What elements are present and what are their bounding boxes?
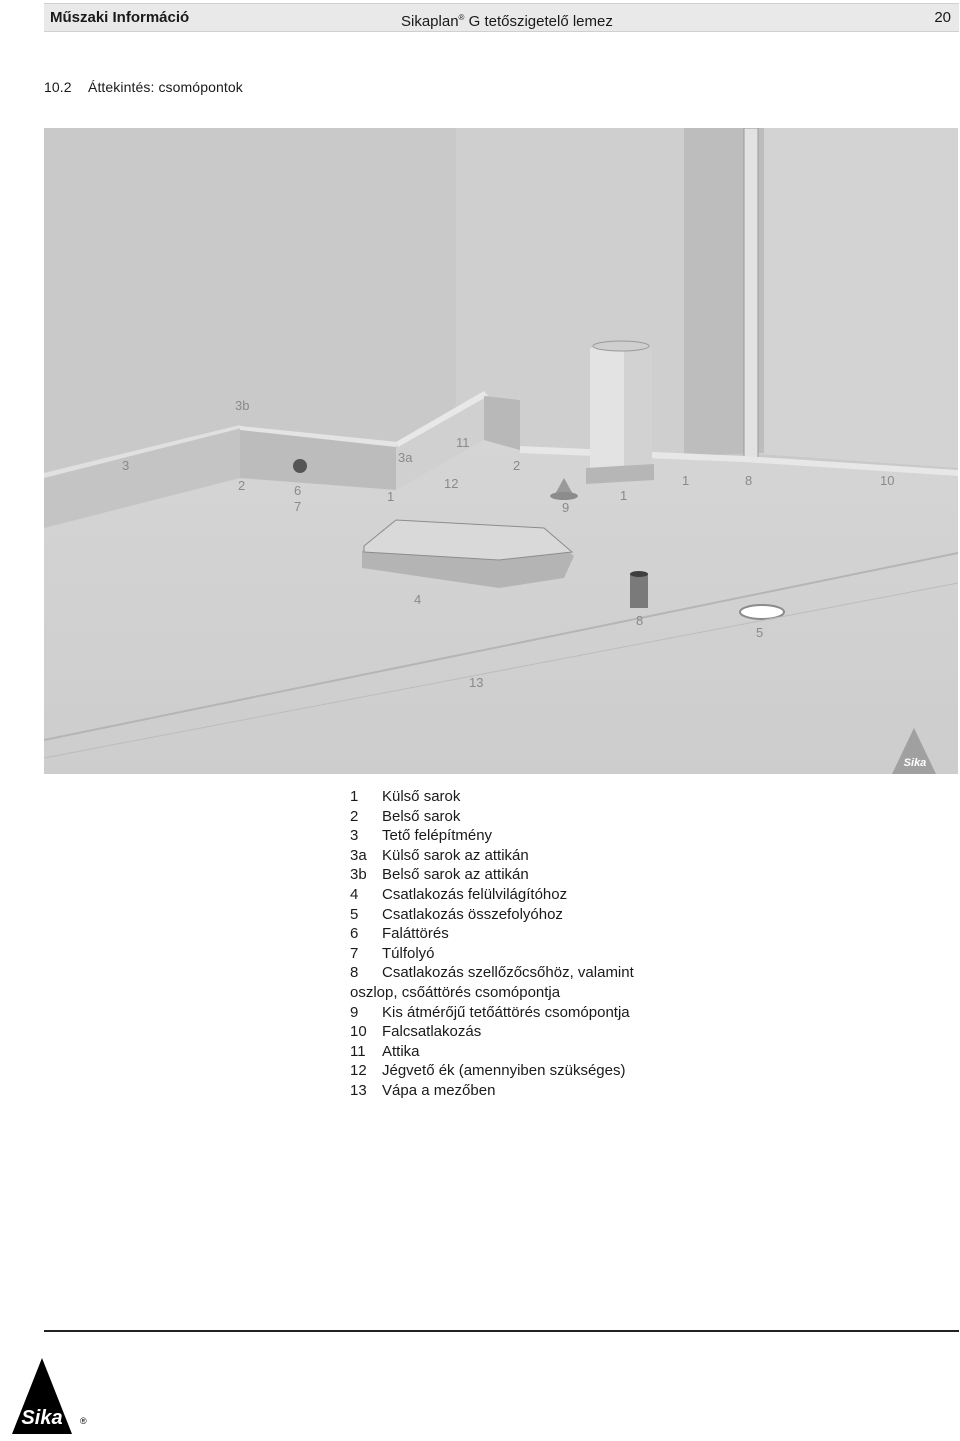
page-header <box>44 3 959 32</box>
label-13: 13 <box>469 675 484 690</box>
legend-item <box>350 1081 634 1101</box>
legend-key: 1 <box>350 788 359 805</box>
footer-rule <box>44 1330 959 1332</box>
legend-key: 6 <box>350 925 359 943</box>
legend-item <box>350 1061 634 1081</box>
legend-item <box>350 826 634 846</box>
legend-item <box>350 846 634 866</box>
vent-pipe <box>630 574 648 608</box>
vent-pipe-top <box>630 571 648 577</box>
legend-key: 2 <box>350 807 359 825</box>
roof-drawing <box>44 128 958 774</box>
legend-text: Vápa a mezőben <box>382 1081 496 1099</box>
legend-text: Csatlakozás szellőzőcsőhöz, valamint <box>382 964 634 982</box>
legend-item <box>350 885 634 905</box>
legend-item-continuation: oszlop, csőáttörés csomópontja <box>350 983 561 1001</box>
logo-registered-mark: ® <box>80 1416 87 1426</box>
label-1b: 1 <box>620 488 628 503</box>
label-1c: 1 <box>682 473 690 488</box>
legend-key: 8 <box>350 964 359 982</box>
legend-text: Csatlakozás összefolyóhoz <box>382 905 563 923</box>
legend-item <box>350 944 634 964</box>
legend-text: Túlfolyó <box>382 944 435 962</box>
legend-item <box>350 963 634 983</box>
label-5: 5 <box>756 625 764 640</box>
legend-text: Jégvető ék (amennyiben szükséges) <box>382 1062 626 1080</box>
vertical-pipe <box>744 128 758 463</box>
section-number: 10.2 <box>44 79 72 95</box>
wall-penetration <box>293 459 307 473</box>
legend-text: Falcsatlakozás <box>382 1023 482 1041</box>
section-heading: Áttekintés: csomópontok <box>88 79 243 95</box>
label-8: 8 <box>745 473 753 488</box>
legend-text: Tető felépítmény <box>382 827 493 845</box>
small-penetration-base <box>550 492 578 500</box>
label-4: 4 <box>414 592 422 607</box>
legend-text: Külső sarok <box>382 788 461 805</box>
legend-item <box>350 1022 634 1042</box>
legend-key: 12 <box>350 1062 367 1080</box>
header-product <box>401 4 613 35</box>
product-suffix: G tetőszigetelő lemez <box>464 13 613 30</box>
sika-logo-mark <box>12 1358 92 1434</box>
legend-text: Faláttörés <box>382 925 449 943</box>
registered-mark: ® <box>458 13 465 22</box>
legend-item <box>350 787 634 807</box>
label-8b: 8 <box>636 613 644 628</box>
label-7: 7 <box>294 499 302 514</box>
legend-key: 9 <box>350 1003 359 1021</box>
label-2b: 2 <box>513 458 521 473</box>
legend-item <box>350 924 634 944</box>
label-1: 1 <box>387 489 395 504</box>
legend-key: 10 <box>350 1023 367 1041</box>
legend-key: 11 <box>350 1042 366 1060</box>
legend-key: 3b <box>350 866 367 884</box>
label-12: 12 <box>444 476 459 491</box>
legend-item <box>350 905 634 925</box>
label-3b: 3b <box>235 398 250 413</box>
sika-logo <box>12 1358 92 1439</box>
label-3: 3 <box>122 458 130 473</box>
column-box-top <box>593 341 649 351</box>
label-10: 10 <box>880 473 895 488</box>
logo-text: Sika <box>21 1407 63 1429</box>
legend-text: Belső sarok <box>382 807 461 825</box>
section-title <box>44 79 243 95</box>
legend-item <box>350 1042 634 1062</box>
roof-detail-illustration <box>44 128 958 774</box>
page-number: 20 <box>934 9 951 26</box>
legend-key: 13 <box>350 1081 367 1099</box>
legend-key: 4 <box>350 885 359 903</box>
roof-drain <box>740 605 784 619</box>
product-name: Sikaplan <box>401 13 459 30</box>
legend-key: 5 <box>350 905 359 923</box>
legend-item <box>350 865 634 885</box>
legend-item <box>350 1003 634 1023</box>
label-11: 11 <box>456 435 470 450</box>
legend-key: 7 <box>350 944 359 962</box>
label-9: 9 <box>562 500 570 515</box>
legend-key: 3a <box>350 846 367 864</box>
header-brand: Műszaki Információ <box>50 9 190 26</box>
legend-item <box>350 807 634 827</box>
legend-text: Attika <box>382 1042 420 1060</box>
legend-text: Külső sarok az attikán <box>382 846 529 864</box>
legend-text: Belső sarok az attikán <box>382 866 529 884</box>
figure-watermark-text: Sika <box>903 757 927 769</box>
label-2: 2 <box>238 478 246 493</box>
label-3a: 3a <box>398 450 413 465</box>
label-6: 6 <box>294 483 302 498</box>
column-box-side <box>624 342 652 476</box>
legend-list <box>350 787 634 1101</box>
legend-key: 3 <box>350 827 359 845</box>
legend-text: Csatlakozás felülvilágítóhoz <box>382 885 568 903</box>
legend-text: Kis átmérőjű tetőáttörés csomópontja <box>382 1003 630 1021</box>
